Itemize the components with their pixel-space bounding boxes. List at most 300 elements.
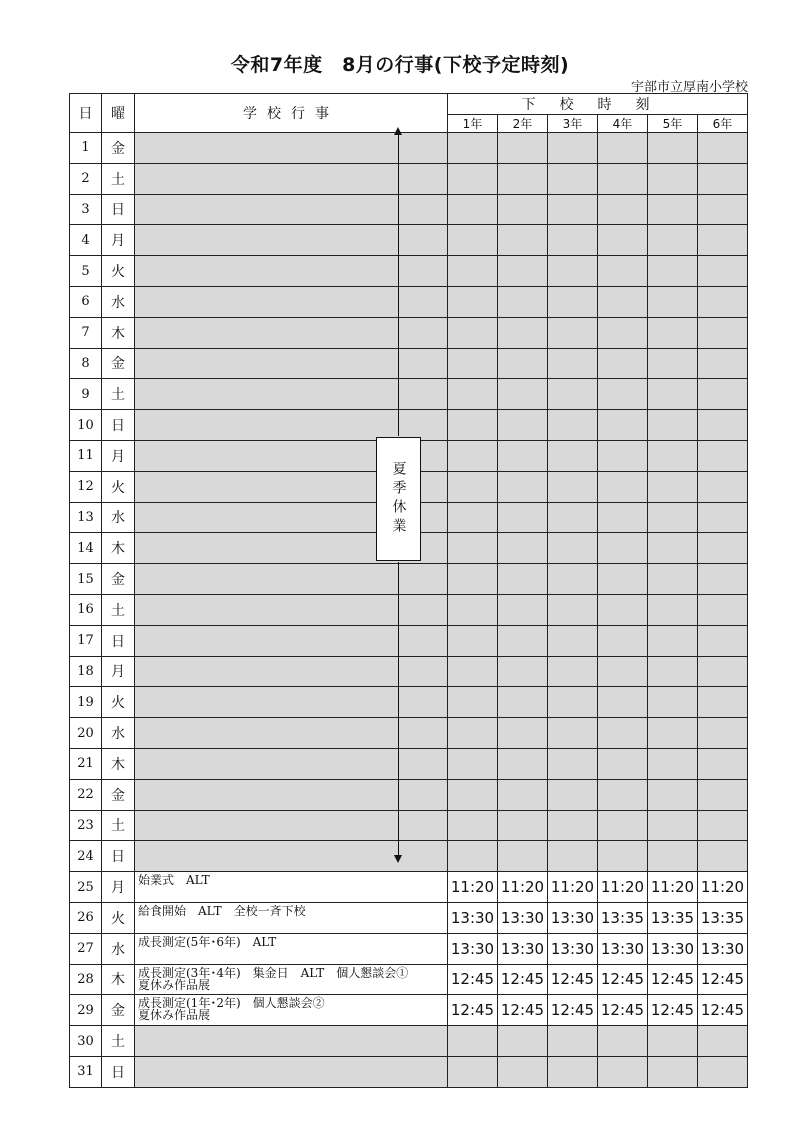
dismissal-time-cell: 13:30 (548, 933, 598, 964)
dismissal-time-cell (498, 625, 548, 656)
dismissal-time-cell: 13:30 (698, 933, 748, 964)
grade-header: 6年 (698, 115, 748, 133)
table-row (70, 625, 748, 656)
dismissal-time-cell (598, 841, 648, 872)
day-cell: 22 (70, 779, 102, 810)
weekday-cell: 土 (102, 1026, 135, 1057)
day-cell: 31 (70, 1056, 102, 1087)
dismissal-time-cell (448, 440, 498, 471)
dismissal-time-cell (448, 286, 498, 317)
dismissal-time-cell (498, 348, 548, 379)
dismissal-time-cell (598, 1056, 648, 1087)
dismissal-time-cell (598, 564, 648, 595)
dismissal-time-cell (598, 810, 648, 841)
day-cell: 3 (70, 194, 102, 225)
dismissal-time-cell: 12:45 (498, 964, 548, 995)
dismissal-time-cell (648, 225, 698, 256)
dismissal-time-cell (448, 410, 498, 441)
dismissal-time-cell (698, 594, 748, 625)
day-cell: 29 (70, 995, 102, 1026)
day-column-header: 日 (70, 94, 102, 133)
dismissal-time-cell (598, 687, 648, 718)
dismissal-time-cell (498, 810, 548, 841)
dismissal-time-cell (548, 502, 598, 533)
dismissal-time-cell: 12:45 (448, 964, 498, 995)
event-text: 成長測定(5年･6年) ALT (138, 934, 277, 949)
table-row (70, 225, 748, 256)
dismissal-time-cell (648, 410, 698, 441)
day-cell: 23 (70, 810, 102, 841)
dismissal-time-cell (598, 163, 648, 194)
dismissal-time-cell (698, 841, 748, 872)
dismissal-time-cell (698, 656, 748, 687)
table-row (70, 379, 748, 410)
dismissal-time-cell (598, 348, 648, 379)
weekday-cell: 金 (102, 348, 135, 379)
day-cell: 26 (70, 902, 102, 933)
dismissal-time-cell (548, 748, 598, 779)
event-cell (135, 902, 448, 933)
event-text: 始業式 ALT (138, 873, 210, 888)
dismissal-time-cell (648, 1026, 698, 1057)
dismissal-time-cell (448, 779, 498, 810)
weekday-cell: 木 (102, 317, 135, 348)
table-row (70, 687, 748, 718)
dismissal-time-cell (698, 810, 748, 841)
weekday-cell: 土 (102, 810, 135, 841)
table-row (70, 748, 748, 779)
dismissal-time-cell: 11:20 (548, 872, 598, 903)
table-row (70, 286, 748, 317)
weekday-cell: 日 (102, 1056, 135, 1087)
dismissal-time-cell (648, 687, 698, 718)
dismissal-time-cell (498, 163, 548, 194)
dismissal-time-cell (548, 317, 598, 348)
dismissal-time-cell (648, 133, 698, 164)
table-row (70, 718, 748, 749)
table-row (70, 964, 748, 995)
dismissal-time-cell (448, 163, 498, 194)
event-cell (135, 656, 448, 687)
dismissal-time-cell (648, 163, 698, 194)
dismissal-time-cell: 11:20 (498, 872, 548, 903)
dismissal-time-cell (448, 225, 498, 256)
event-cell (135, 133, 448, 164)
dismissal-time-cell (548, 379, 598, 410)
event-cell (135, 317, 448, 348)
dismissal-time-cell (548, 471, 598, 502)
day-cell: 11 (70, 440, 102, 471)
dismissal-time-cell (448, 841, 498, 872)
weekday-cell: 日 (102, 841, 135, 872)
event-cell (135, 410, 448, 441)
dismissal-time-cell: 13:30 (448, 902, 498, 933)
weekday-cell: 日 (102, 194, 135, 225)
dismissal-time-cell (598, 779, 648, 810)
weekday-cell: 水 (102, 286, 135, 317)
table-row (70, 348, 748, 379)
weekday-cell: 月 (102, 225, 135, 256)
dismissal-time-cell (498, 1026, 548, 1057)
dismissal-time-cell: 12:45 (648, 995, 698, 1026)
dismissal-time-cell: 12:45 (698, 964, 748, 995)
dismissal-time-cell (448, 564, 498, 595)
dismissal-time-cell: 13:30 (598, 933, 648, 964)
dismissal-time-cell (548, 564, 598, 595)
dismissal-time-cell (648, 718, 698, 749)
school-name: 宇部市立厚南小学校 (630, 80, 748, 95)
table-row (70, 810, 748, 841)
dismissal-time-cell (648, 348, 698, 379)
dismissal-time-cell (548, 779, 598, 810)
dismissal-time-cell (648, 440, 698, 471)
event-text: 夏休み作品展 (138, 1008, 211, 1023)
dismissal-time-cell (698, 410, 748, 441)
dismissal-time-cell: 12:45 (648, 964, 698, 995)
header-row (70, 94, 748, 115)
table-row (70, 256, 748, 287)
dismissal-time-cell (598, 379, 648, 410)
dismissal-time-cell: 12:45 (548, 995, 598, 1026)
event-cell (135, 995, 448, 1026)
dismissal-time-cell (648, 533, 698, 564)
weekday-cell: 日 (102, 625, 135, 656)
dismissal-time-cell (548, 163, 598, 194)
grade-header: 5年 (648, 115, 698, 133)
dismissal-time-cell (648, 625, 698, 656)
dismissal-time-cell (648, 471, 698, 502)
table-row (70, 1056, 748, 1087)
dismissal-time-cell: 11:20 (698, 872, 748, 903)
table-row (70, 564, 748, 595)
dismissal-time-cell (548, 286, 598, 317)
dismissal-time-cell: 11:20 (448, 872, 498, 903)
weekday-cell: 金 (102, 779, 135, 810)
dismissal-time-cell (648, 502, 698, 533)
dismissal-time-cell (598, 594, 648, 625)
day-cell: 21 (70, 748, 102, 779)
weekday-cell: 土 (102, 163, 135, 194)
day-cell: 24 (70, 841, 102, 872)
dismissal-time-cell (548, 656, 598, 687)
dismissal-time-cell (648, 1056, 698, 1087)
event-cell (135, 779, 448, 810)
day-cell: 12 (70, 471, 102, 502)
event-cell (135, 1026, 448, 1057)
dismissal-time-cell (448, 502, 498, 533)
dismissal-time-cell (548, 256, 598, 287)
dismissal-time-cell (598, 225, 648, 256)
dismissal-time-cell (498, 502, 548, 533)
dismissal-time-cell (498, 194, 548, 225)
dismissal-time-cell (548, 440, 598, 471)
weekday-cell: 木 (102, 964, 135, 995)
dismissal-time-cell (598, 718, 648, 749)
dismissal-time-cell: 11:20 (598, 872, 648, 903)
dismissal-time-cell: 12:45 (548, 964, 598, 995)
weekday-cell: 金 (102, 995, 135, 1026)
summer-vacation-text: 夏季休業 (390, 461, 407, 537)
dismissal-time-cell (448, 194, 498, 225)
dismissal-time-cell (498, 564, 548, 595)
table-row (70, 933, 748, 964)
table-row (70, 656, 748, 687)
dismissal-time-cell (498, 687, 548, 718)
weekday-cell: 土 (102, 594, 135, 625)
day-cell: 15 (70, 564, 102, 595)
dismissal-time-cell: 13:35 (698, 902, 748, 933)
dismissal-time-cell: 12:45 (498, 995, 548, 1026)
event-cell (135, 225, 448, 256)
dismissal-time-cell: 11:20 (648, 872, 698, 903)
event-cell (135, 964, 448, 995)
dismissal-time-cell (598, 471, 648, 502)
event-text: 給食開始 ALT 全校一斉下校 (138, 903, 306, 918)
day-cell: 5 (70, 256, 102, 287)
dismissal-time-cell (498, 317, 548, 348)
dismissal-time-cell (448, 256, 498, 287)
dismissal-time-cell (448, 748, 498, 779)
event-cell (135, 379, 448, 410)
dismissal-time-cell (548, 594, 598, 625)
dismissal-time-cell (498, 594, 548, 625)
summer-vacation-label (376, 437, 421, 561)
dismissal-time-cell (548, 410, 598, 441)
dismissal-time-cell (598, 256, 648, 287)
day-cell: 17 (70, 625, 102, 656)
day-cell: 9 (70, 379, 102, 410)
table-row (70, 995, 748, 1026)
dismissal-time-cell (548, 718, 598, 749)
dismissal-time-cell (698, 1056, 748, 1087)
weekday-column-header: 曜 (102, 94, 135, 133)
dismissal-time-cell (448, 718, 498, 749)
dismissal-time-cell: 12:45 (448, 995, 498, 1026)
grade-header: 1年 (448, 115, 498, 133)
dismissal-time-cell (448, 656, 498, 687)
event-cell (135, 256, 448, 287)
vacation-span-line (398, 134, 399, 436)
dismissal-time-cell (548, 687, 598, 718)
dismissal-time-cell: 13:30 (448, 933, 498, 964)
dismissal-time-cell (598, 194, 648, 225)
dismissal-time-cell (698, 502, 748, 533)
dismissal-time-cell (598, 502, 648, 533)
dismissal-time-cell (598, 1026, 648, 1057)
dismissal-time-cell (548, 1026, 598, 1057)
dismissal-time-cell (598, 440, 648, 471)
weekday-cell: 金 (102, 133, 135, 164)
dismissal-time-cell (548, 1056, 598, 1087)
event-cell (135, 594, 448, 625)
dismissal-time-cell: 13:30 (498, 902, 548, 933)
event-cell (135, 810, 448, 841)
day-cell: 7 (70, 317, 102, 348)
day-cell: 13 (70, 502, 102, 533)
grade-header: 2年 (498, 115, 548, 133)
schedule-table (69, 93, 748, 1088)
dismissal-time-cell (498, 656, 548, 687)
weekday-cell: 金 (102, 564, 135, 595)
dismissal-time-cell (648, 194, 698, 225)
dismissal-time-cell (448, 1026, 498, 1057)
dismissal-time-cell (698, 348, 748, 379)
weekday-cell: 火 (102, 687, 135, 718)
dismissal-time-cell (698, 718, 748, 749)
dismissal-time-cell (448, 810, 498, 841)
dismissal-time-cell: 13:30 (648, 933, 698, 964)
dismissal-time-cell (498, 286, 548, 317)
dismissal-time-cell (548, 225, 598, 256)
table-row (70, 163, 748, 194)
dismissal-time-cell (498, 440, 548, 471)
table-row (70, 841, 748, 872)
dismissal-time-cell (448, 687, 498, 718)
event-cell (135, 348, 448, 379)
event-cell (135, 748, 448, 779)
dismissal-time-cell (648, 748, 698, 779)
dismissal-time-cell (498, 779, 548, 810)
event-cell (135, 1056, 448, 1087)
dismissal-time-cell (448, 533, 498, 564)
dismissal-time-cell (598, 286, 648, 317)
dismissal-time-cell (498, 379, 548, 410)
dismissal-time-cell (448, 133, 498, 164)
weekday-cell: 火 (102, 256, 135, 287)
dismissal-time-cell (698, 317, 748, 348)
day-cell: 8 (70, 348, 102, 379)
day-cell: 6 (70, 286, 102, 317)
page-title: 令和7年度 8月の行事(下校予定時刻) (230, 54, 570, 76)
dismissal-time-cell (598, 410, 648, 441)
dismissal-time-cell (448, 379, 498, 410)
event-cell (135, 872, 448, 903)
day-cell: 2 (70, 163, 102, 194)
dismissal-time-cell (498, 718, 548, 749)
dismissal-time-cell (548, 841, 598, 872)
dismissal-time-cell (648, 779, 698, 810)
event-cell (135, 163, 448, 194)
weekday-cell: 月 (102, 656, 135, 687)
dismissal-time-cell (548, 133, 598, 164)
dismissal-time-cell (498, 133, 548, 164)
dismissal-time-cell (448, 594, 498, 625)
table-row (70, 194, 748, 225)
dismissal-time-cell (498, 410, 548, 441)
event-cell (135, 564, 448, 595)
dismissal-time-cell (498, 471, 548, 502)
day-cell: 14 (70, 533, 102, 564)
weekday-cell: 水 (102, 718, 135, 749)
dismissal-time-cell (698, 564, 748, 595)
dismissal-time-cell (548, 810, 598, 841)
table-row (70, 872, 748, 903)
dismissal-time-cell (598, 317, 648, 348)
day-cell: 19 (70, 687, 102, 718)
day-cell: 28 (70, 964, 102, 995)
event-text: 夏休み作品展 (138, 977, 211, 992)
weekday-cell: 土 (102, 379, 135, 410)
weekday-cell: 日 (102, 410, 135, 441)
day-cell: 16 (70, 594, 102, 625)
day-cell: 1 (70, 133, 102, 164)
event-text: 成長測定(3年･4年) 集金日 ALT 個人懇談会① (138, 965, 409, 980)
dismissal-time-cell (448, 1056, 498, 1087)
vacation-span-line (398, 562, 399, 856)
dismissal-time-cell: 12:45 (698, 995, 748, 1026)
weekday-cell: 水 (102, 502, 135, 533)
dismissal-time-cell (498, 841, 548, 872)
weekday-cell: 火 (102, 902, 135, 933)
dismissal-time-cell (498, 748, 548, 779)
table-row (70, 317, 748, 348)
dismissal-time-cell (698, 1026, 748, 1057)
dismissal-time-cell (648, 286, 698, 317)
table-row (70, 1026, 748, 1057)
dismissal-time-cell (598, 625, 648, 656)
dismissal-time-cell (448, 348, 498, 379)
dismissal-time-cell (648, 379, 698, 410)
day-cell: 25 (70, 872, 102, 903)
day-cell: 10 (70, 410, 102, 441)
table-row (70, 779, 748, 810)
event-cell (135, 194, 448, 225)
weekday-cell: 木 (102, 748, 135, 779)
dismissal-time-cell (648, 594, 698, 625)
table-row (70, 594, 748, 625)
schedule-body (70, 133, 748, 1088)
dismissal-time-cell: 13:35 (648, 902, 698, 933)
day-cell: 27 (70, 933, 102, 964)
dismissal-time-cell (698, 163, 748, 194)
dismissal-time-cell (698, 471, 748, 502)
dismissal-time-cell: 13:30 (498, 933, 548, 964)
dismissal-time-cell (698, 687, 748, 718)
table-row (70, 902, 748, 933)
dismissal-time-cell (598, 533, 648, 564)
grade-header: 4年 (598, 115, 648, 133)
dismissal-time-cell (698, 256, 748, 287)
dismissal-time-cell (448, 625, 498, 656)
dismissal-time-cell (648, 810, 698, 841)
weekday-cell: 月 (102, 872, 135, 903)
dismissal-time-cell (598, 133, 648, 164)
table-row (70, 133, 748, 164)
dismissal-time-cell (698, 533, 748, 564)
table-row (70, 410, 748, 441)
dismissal-time-cell (698, 225, 748, 256)
dismissal-time-cell (498, 1056, 548, 1087)
event-cell (135, 286, 448, 317)
day-cell: 18 (70, 656, 102, 687)
dismissal-time-cell (698, 748, 748, 779)
dismissal-time-cell: 13:35 (598, 902, 648, 933)
dismissal-time-cell (648, 317, 698, 348)
event-cell (135, 718, 448, 749)
dismissal-time-header: 下校時刻 (448, 94, 748, 115)
dismissal-time-cell (548, 348, 598, 379)
weekday-cell: 月 (102, 440, 135, 471)
day-cell: 20 (70, 718, 102, 749)
dismissal-time-cell: 13:30 (548, 902, 598, 933)
day-cell: 4 (70, 225, 102, 256)
dismissal-time-cell (698, 779, 748, 810)
event-cell (135, 625, 448, 656)
dismissal-time-cell (448, 471, 498, 502)
events-column-header: 学校行事 (135, 94, 448, 133)
dismissal-time-cell (498, 533, 548, 564)
dismissal-time-cell (548, 194, 598, 225)
